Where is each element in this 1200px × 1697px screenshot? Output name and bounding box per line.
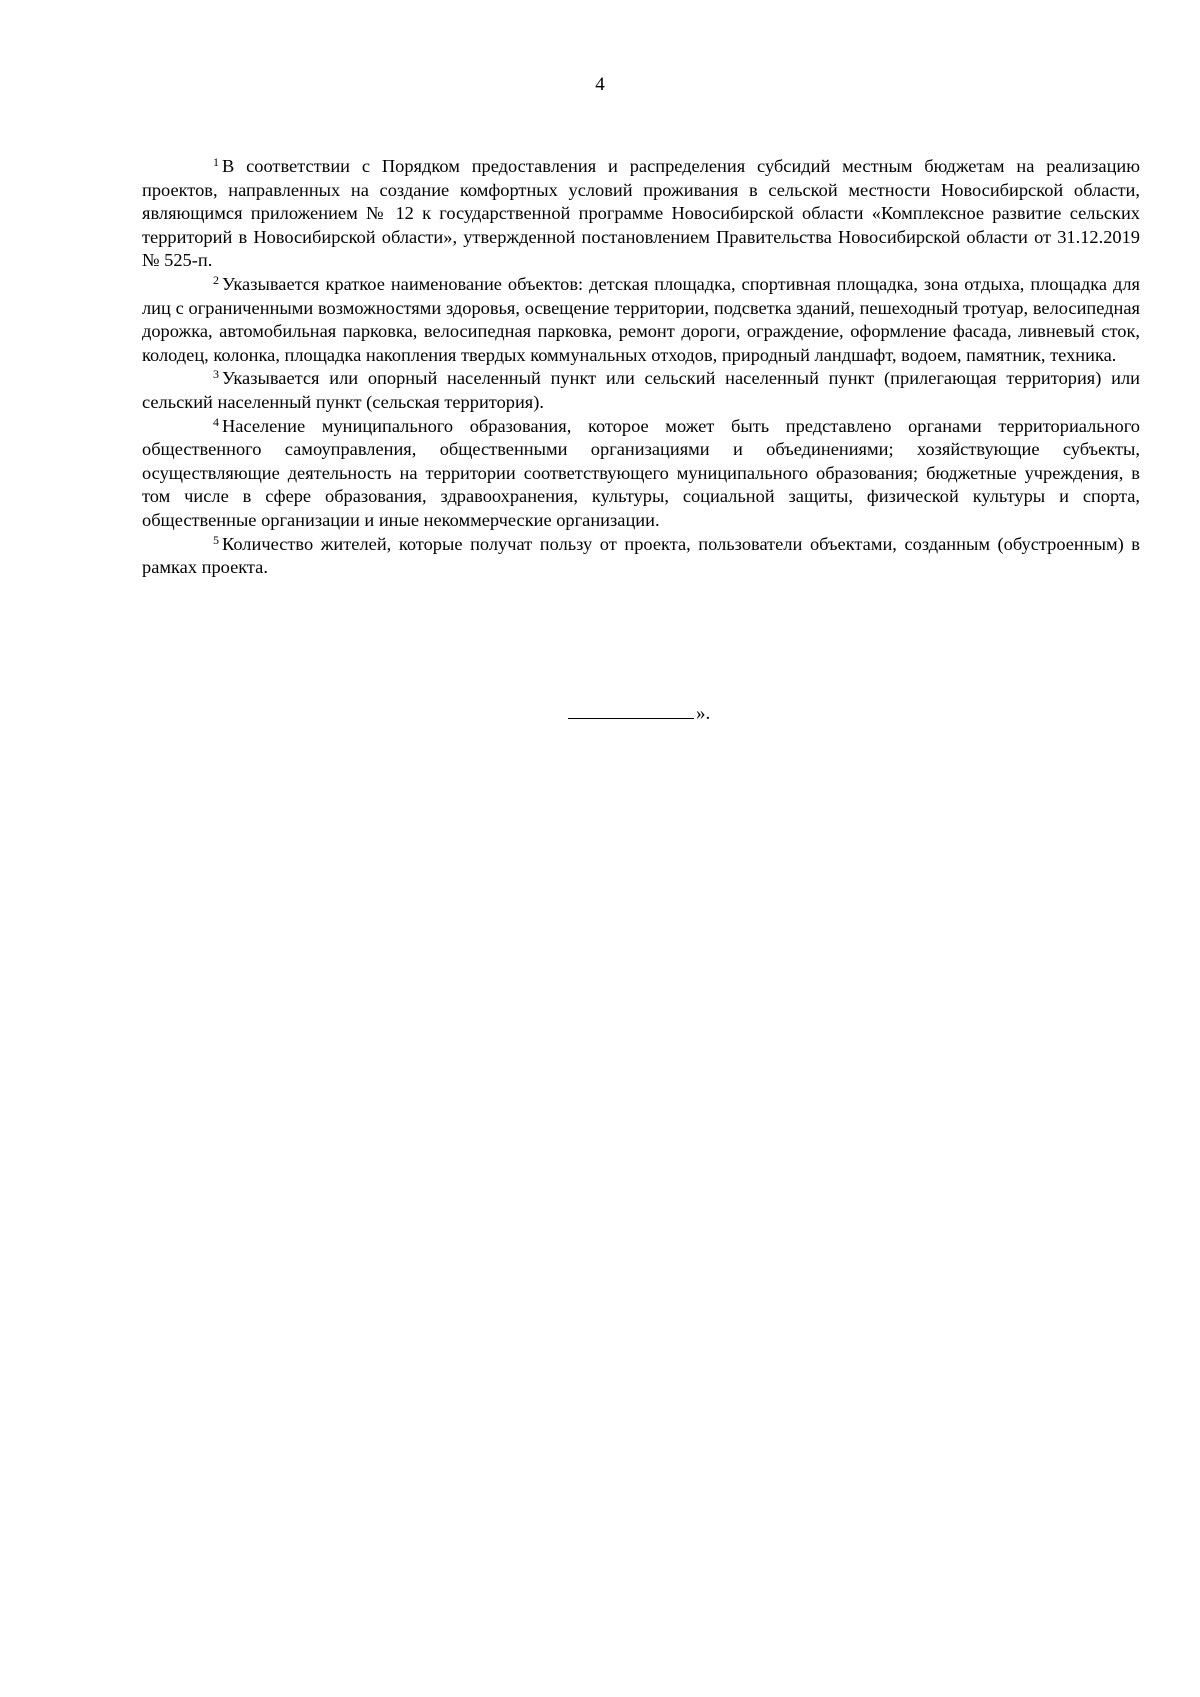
closing-underline xyxy=(568,700,694,719)
footnote-marker: 5 xyxy=(213,532,219,547)
page-number: 4 xyxy=(595,74,605,95)
footnote-2 xyxy=(142,273,1140,367)
footnote-3 xyxy=(142,367,1140,414)
closing-line xyxy=(568,700,710,726)
footnote-text: Указывается краткое наименование объектов: детская площадка, спортивная площадка, зона отдыха, площадка для лиц с ограниченными возможностями здоровья, освещение территории, подсветка зданий, пешеходный тротуар, велосипедная дорожка, автомобильная парковка, велосипедная парковка, ремонт дороги, ограждение, оформление фасада, ливневый сток, колодец, колонка, площадка накопления твердых коммунальных отходов, природный ландшафт, водоем, памятник, техника. xyxy=(142,273,1140,365)
footnote-marker: 4 xyxy=(213,414,219,429)
footnote-text: Указывается или опорный населенный пункт или сельский населенный пункт (прилегающая территория) или сельский населенный пункт (сельская территория). xyxy=(142,368,1140,412)
footnote-4 xyxy=(142,415,1140,533)
footnote-5 xyxy=(142,533,1140,580)
closing-quote-mark: ». xyxy=(696,703,711,724)
footnote-marker: 3 xyxy=(213,367,219,382)
footnote-1 xyxy=(142,155,1140,273)
footnote-marker: 1 xyxy=(213,155,219,169)
footnotes-section xyxy=(142,155,1140,580)
footnote-text: Население муниципального образования, которое может быть представлено органами территориального общественного самоуправления, общественными организациями и объединениями; хозяйствующие субъекты, осуществляющие деятельность на территории соответствующего муниципального образования; бюджетные учреждения, в том числе в сфере образования, здравоохранения, культуры, социальной защиты, физической культуры и спорта, общественные организации и иные некоммерческие организации. xyxy=(142,415,1140,530)
footnote-text: В соответствии с Порядком предоставления и распределения субсидий местным бюджетам на реализацию проектов, направленных на создание комфортных условий проживания в сельской местности Новосибирской области, являющимся приложением № 12 к государственной программе Новосибирской области «Комплексное развитие сельских территорий в Новосибирской области», утвержденной постановлением Правительства Новосибирской области от 31.12.2019 № 525-п. xyxy=(142,156,1140,271)
footnote-text: Количество жителей, которые получат пользу от проекта, пользователи объектами, созданным (обустроенным) в рамках проекта. xyxy=(142,533,1140,578)
footnote-marker: 2 xyxy=(213,272,219,287)
